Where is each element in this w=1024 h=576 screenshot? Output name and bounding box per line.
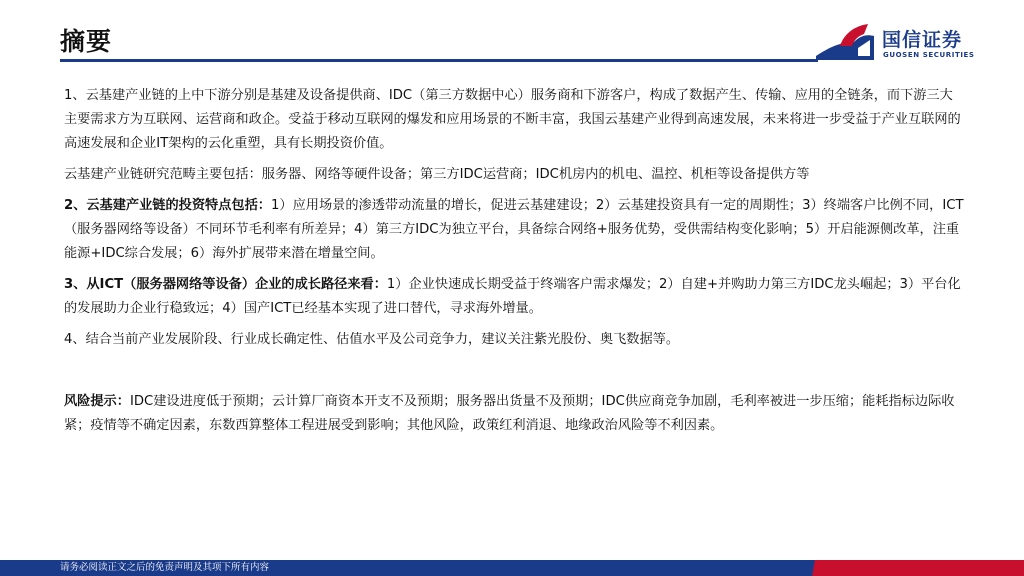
summary-paragraph-5: 4、结合当前产业发展阶段、行业成长确定性、估值水平及公司竞争力，建议关注紫光股份、奥飞数据等。 <box>64 332 680 347</box>
paragraph-4-body: 1）企业快速成长期受益于终端客户需求爆发；2）自建+并购助力第三方IDC龙头崛起；3）平台化的发展助力企业行稳致远；4）国产ICT已经基本实现了进口替代，寻求海外增量。 <box>64 277 961 316</box>
logo-chinese-name: 国信证券 <box>882 29 963 51</box>
guosen-logo-icon <box>814 20 880 64</box>
summary-paragraph-4 <box>64 273 964 321</box>
logo-english-name: GUOSEN SECURITIES <box>883 51 975 59</box>
summary-paragraph-3 <box>64 194 964 266</box>
company-logo <box>814 20 984 64</box>
risk-warning-body: IDC建设进度低于预期；云计算厂商资本开支不及预期；服务器出货量不及预期；IDC供应商竞争加剧，毛利率被进一步压缩；能耗指标边际收紧；疫情等不确定因素，东数西算整体工程进展受到影响；其他风险，政策红利消退、地缘政治风险等不利因素。 <box>64 394 955 433</box>
summary-paragraph-2: 云基建产业链研究范畴主要包括：服务器、网络等硬件设备；第三方IDC运营商；IDC机房内的机电、温控、机柜等设备提供方等 <box>64 167 810 182</box>
paragraph-3-lead: 2、云基建产业链的投资特点包括： <box>64 198 271 213</box>
summary-body <box>64 84 964 445</box>
paragraph-3-body: 1）应用场景的渗透带动流量的增长，促进云基建建设；2）云基建投资具有一定的周期性；3）终端客户比例不同，ICT（服务器网络等设备）不同环节毛利率有所差异；4）第三方IDC为独立平台，具备综合网络+服务优势，受供需结构变化影响；5）开启能源侧改革，注重能源+IDC综合发展；6）海外扩展带来潜在增量空间。 <box>64 198 964 261</box>
risk-warning <box>64 390 964 438</box>
risk-warning-lead: 风险提示： <box>64 394 130 409</box>
footer-disclaimer: 请务必阅读正文之后的免责声明及其项下所有内容 <box>60 562 270 573</box>
title-divider <box>60 59 818 62</box>
summary-paragraph-1: 1、云基建产业链的上中下游分别是基建及设备提供商、IDC（第三方数据中心）服务商和下游客户，构成了数据产生、传输、应用的全链条，而下游三大主要需求方为互联网、运营商和政企。受益于移动互联网的爆发和应用场景的不断丰富，我国云基建产业得到高速发展，未来将进一步受益于产业互联网的高速发展和企业IT架构的云化重塑，具有长期投资价值。 <box>64 88 961 151</box>
footer-accent <box>784 560 1024 576</box>
paragraph-4-lead: 3、从ICT（服务器网络等设备）企业的成长路径来看： <box>64 277 387 292</box>
page-title: 摘要 <box>60 27 113 56</box>
